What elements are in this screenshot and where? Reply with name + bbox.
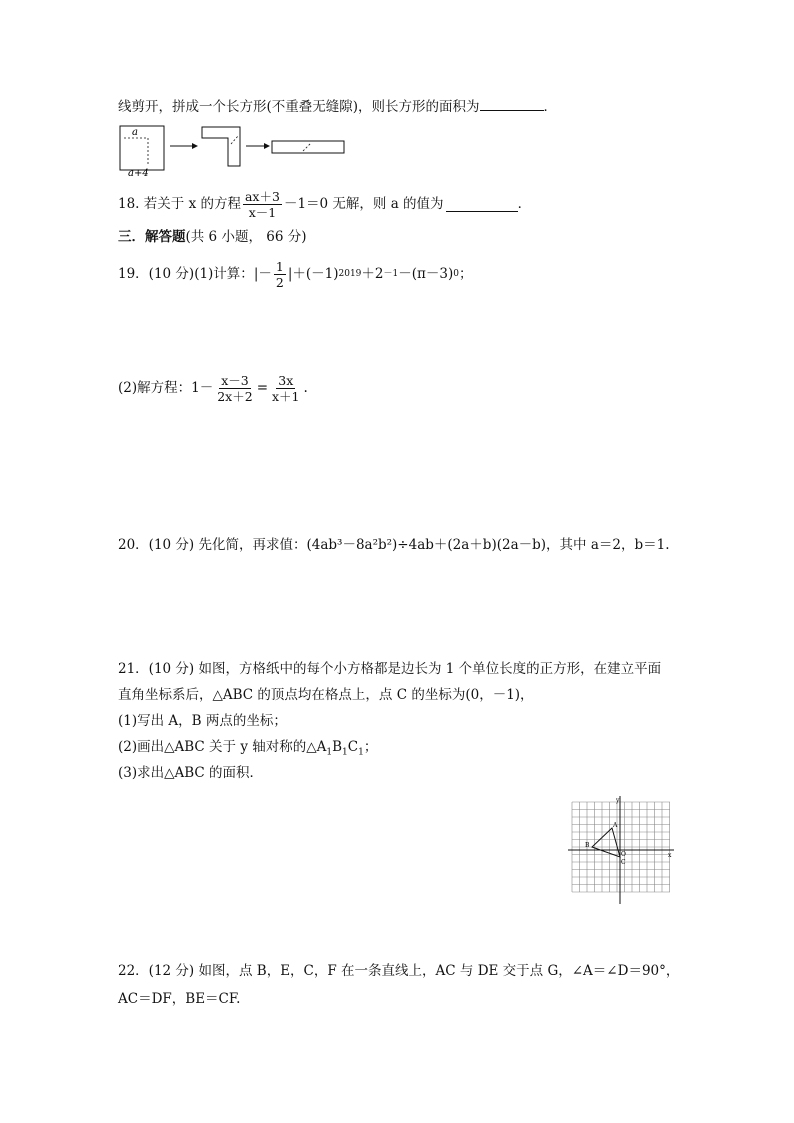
q19-p2-a: 1－ — [191, 380, 214, 396]
q19-frac2 — [270, 373, 302, 404]
q20-line — [118, 536, 669, 554]
q18-pre: 若关于 x 的方程 — [143, 196, 241, 212]
q21-triangle-abc — [592, 828, 620, 857]
q21-sub-a1: 1 — [326, 747, 333, 758]
q21-label-b: B — [585, 842, 590, 849]
q19-p1-d: －(π－3) — [398, 266, 454, 282]
q17-l-cut — [231, 136, 238, 144]
q21-item2 — [118, 738, 377, 756]
q18-post: －1＝0 无解，则 a 的值为 — [283, 196, 444, 212]
q17-label-a4: a+4 — [128, 168, 149, 178]
q21-label-x: x — [668, 852, 672, 859]
q18-answer-blank — [446, 197, 518, 212]
q18-number: 18. — [118, 196, 140, 212]
q19-frac1-den: 2x＋2 — [217, 388, 253, 404]
q17-text: 线剪开，拼成一个长方形(不重叠无缝隙)，则长方形的面积为 — [118, 99, 480, 115]
q21-sub-c1: 1 — [358, 747, 364, 758]
q21-text-2: 直角坐标系后，△ABC 的顶点均在格点上，点 C 的坐标为(0，－1)， — [118, 687, 534, 703]
q22-line1 — [118, 962, 679, 980]
q22-number: 22．(12 分) — [118, 963, 195, 979]
q21-label-a: A — [613, 822, 618, 829]
q18-frac-num: ax＋3 — [244, 188, 280, 204]
q17-label-a: a — [132, 127, 138, 138]
q21-item2-end: ； — [363, 739, 378, 755]
q19-p1-c: ＋2 — [361, 266, 384, 282]
q19-half-den: 2 — [275, 274, 284, 290]
q17-end: ． — [543, 99, 558, 115]
q21-grid-figure — [566, 794, 676, 906]
q18-fraction — [243, 189, 282, 220]
q21-label-y: y — [616, 797, 620, 804]
q21-item1 — [118, 712, 287, 730]
q21-label-o: O — [621, 851, 626, 858]
q22-line2 — [118, 990, 240, 1008]
q19-part2-line — [118, 370, 308, 406]
q17-cut-line — [124, 138, 148, 166]
q19-half-num: 1 — [275, 258, 284, 274]
q21-number: 21．(10 分) — [118, 661, 195, 677]
q19-frac2-den: x＋1 — [272, 388, 300, 404]
q21-item3 — [118, 764, 263, 782]
q17-answer-blank — [480, 96, 544, 111]
q21-item3-text: (3)求出△ABC 的面积． — [118, 765, 264, 781]
q18-end: ． — [517, 196, 532, 212]
q19-part1-label: (1)计算： — [194, 266, 254, 282]
q19-part1-line: 19．(10 分) (1)计算： |－ $\frac{1}{2}$ |＋(－1) 2019 ＋2 －1 －(π－3) 0 ； — [118, 258, 473, 290]
q22-text-1: 如图，点 B，E，C，F 在一条直线上，AC 与 DE 交于点 G，∠A＝∠D＝90°， — [198, 963, 680, 979]
q21-item2-b: B — [332, 739, 343, 755]
q21-line2 — [118, 686, 534, 704]
q21-sub-b1: 1 — [342, 747, 348, 758]
q21-item1-text: (1)写出 A，B 两点的坐标； — [118, 713, 287, 729]
q21-line1 — [118, 660, 661, 678]
q19-frac2-num: 3x — [278, 372, 294, 388]
q17-arrow-2-head — [264, 143, 270, 149]
q21-text-1: 如图，方格纸中的每个小方格都是边长为 1 个单位长度的正方形，在建立平面 — [198, 661, 662, 677]
q17-text-line — [118, 96, 557, 116]
q21-item2-c: C — [347, 739, 359, 755]
q18-frac-den: x－1 — [248, 204, 277, 220]
q19-frac1-num: x－3 — [221, 372, 249, 388]
q19-p1-abs-open: |－ — [253, 266, 272, 282]
q19-p1-end: ； — [458, 266, 473, 282]
q17-rectangle — [272, 141, 344, 153]
q17-l-shape — [202, 127, 240, 166]
q19-half-fraction — [274, 259, 286, 290]
q17-arrow-1-head — [192, 143, 198, 149]
q19-p1-b: |＋(－1) — [287, 266, 339, 282]
q19-p2-end: . — [303, 380, 308, 396]
section3-heading: 三．解答题 — [118, 229, 186, 245]
q19-part2-label: (2)解方程： — [118, 380, 192, 396]
q17-square — [120, 126, 164, 170]
q20-text: 先化简，再求值：(4ab³－8a²b²)÷4ab＋(2a＋b)(2a－b)，其中 a＝2，b＝1. — [198, 537, 670, 553]
q19-number: 19．(10 分) — [118, 266, 195, 282]
q21-label-c: C — [621, 859, 626, 866]
q20-number: 20．(10 分) — [118, 537, 195, 553]
q18-line — [118, 188, 531, 220]
section3-detail: (共 6 小题， 66 分) — [185, 229, 307, 245]
q21-item2-pre: (2)画出△ABC 关于 y 轴对称的△A — [118, 739, 327, 755]
section3-heading-line — [118, 228, 306, 246]
q19-frac1 — [215, 373, 254, 404]
q19-p2-eq: = — [256, 380, 268, 396]
q17-figure — [118, 122, 358, 178]
q22-text-2: AC＝DF，BE＝CF. — [118, 991, 241, 1007]
q17-rect-cut — [303, 143, 311, 151]
